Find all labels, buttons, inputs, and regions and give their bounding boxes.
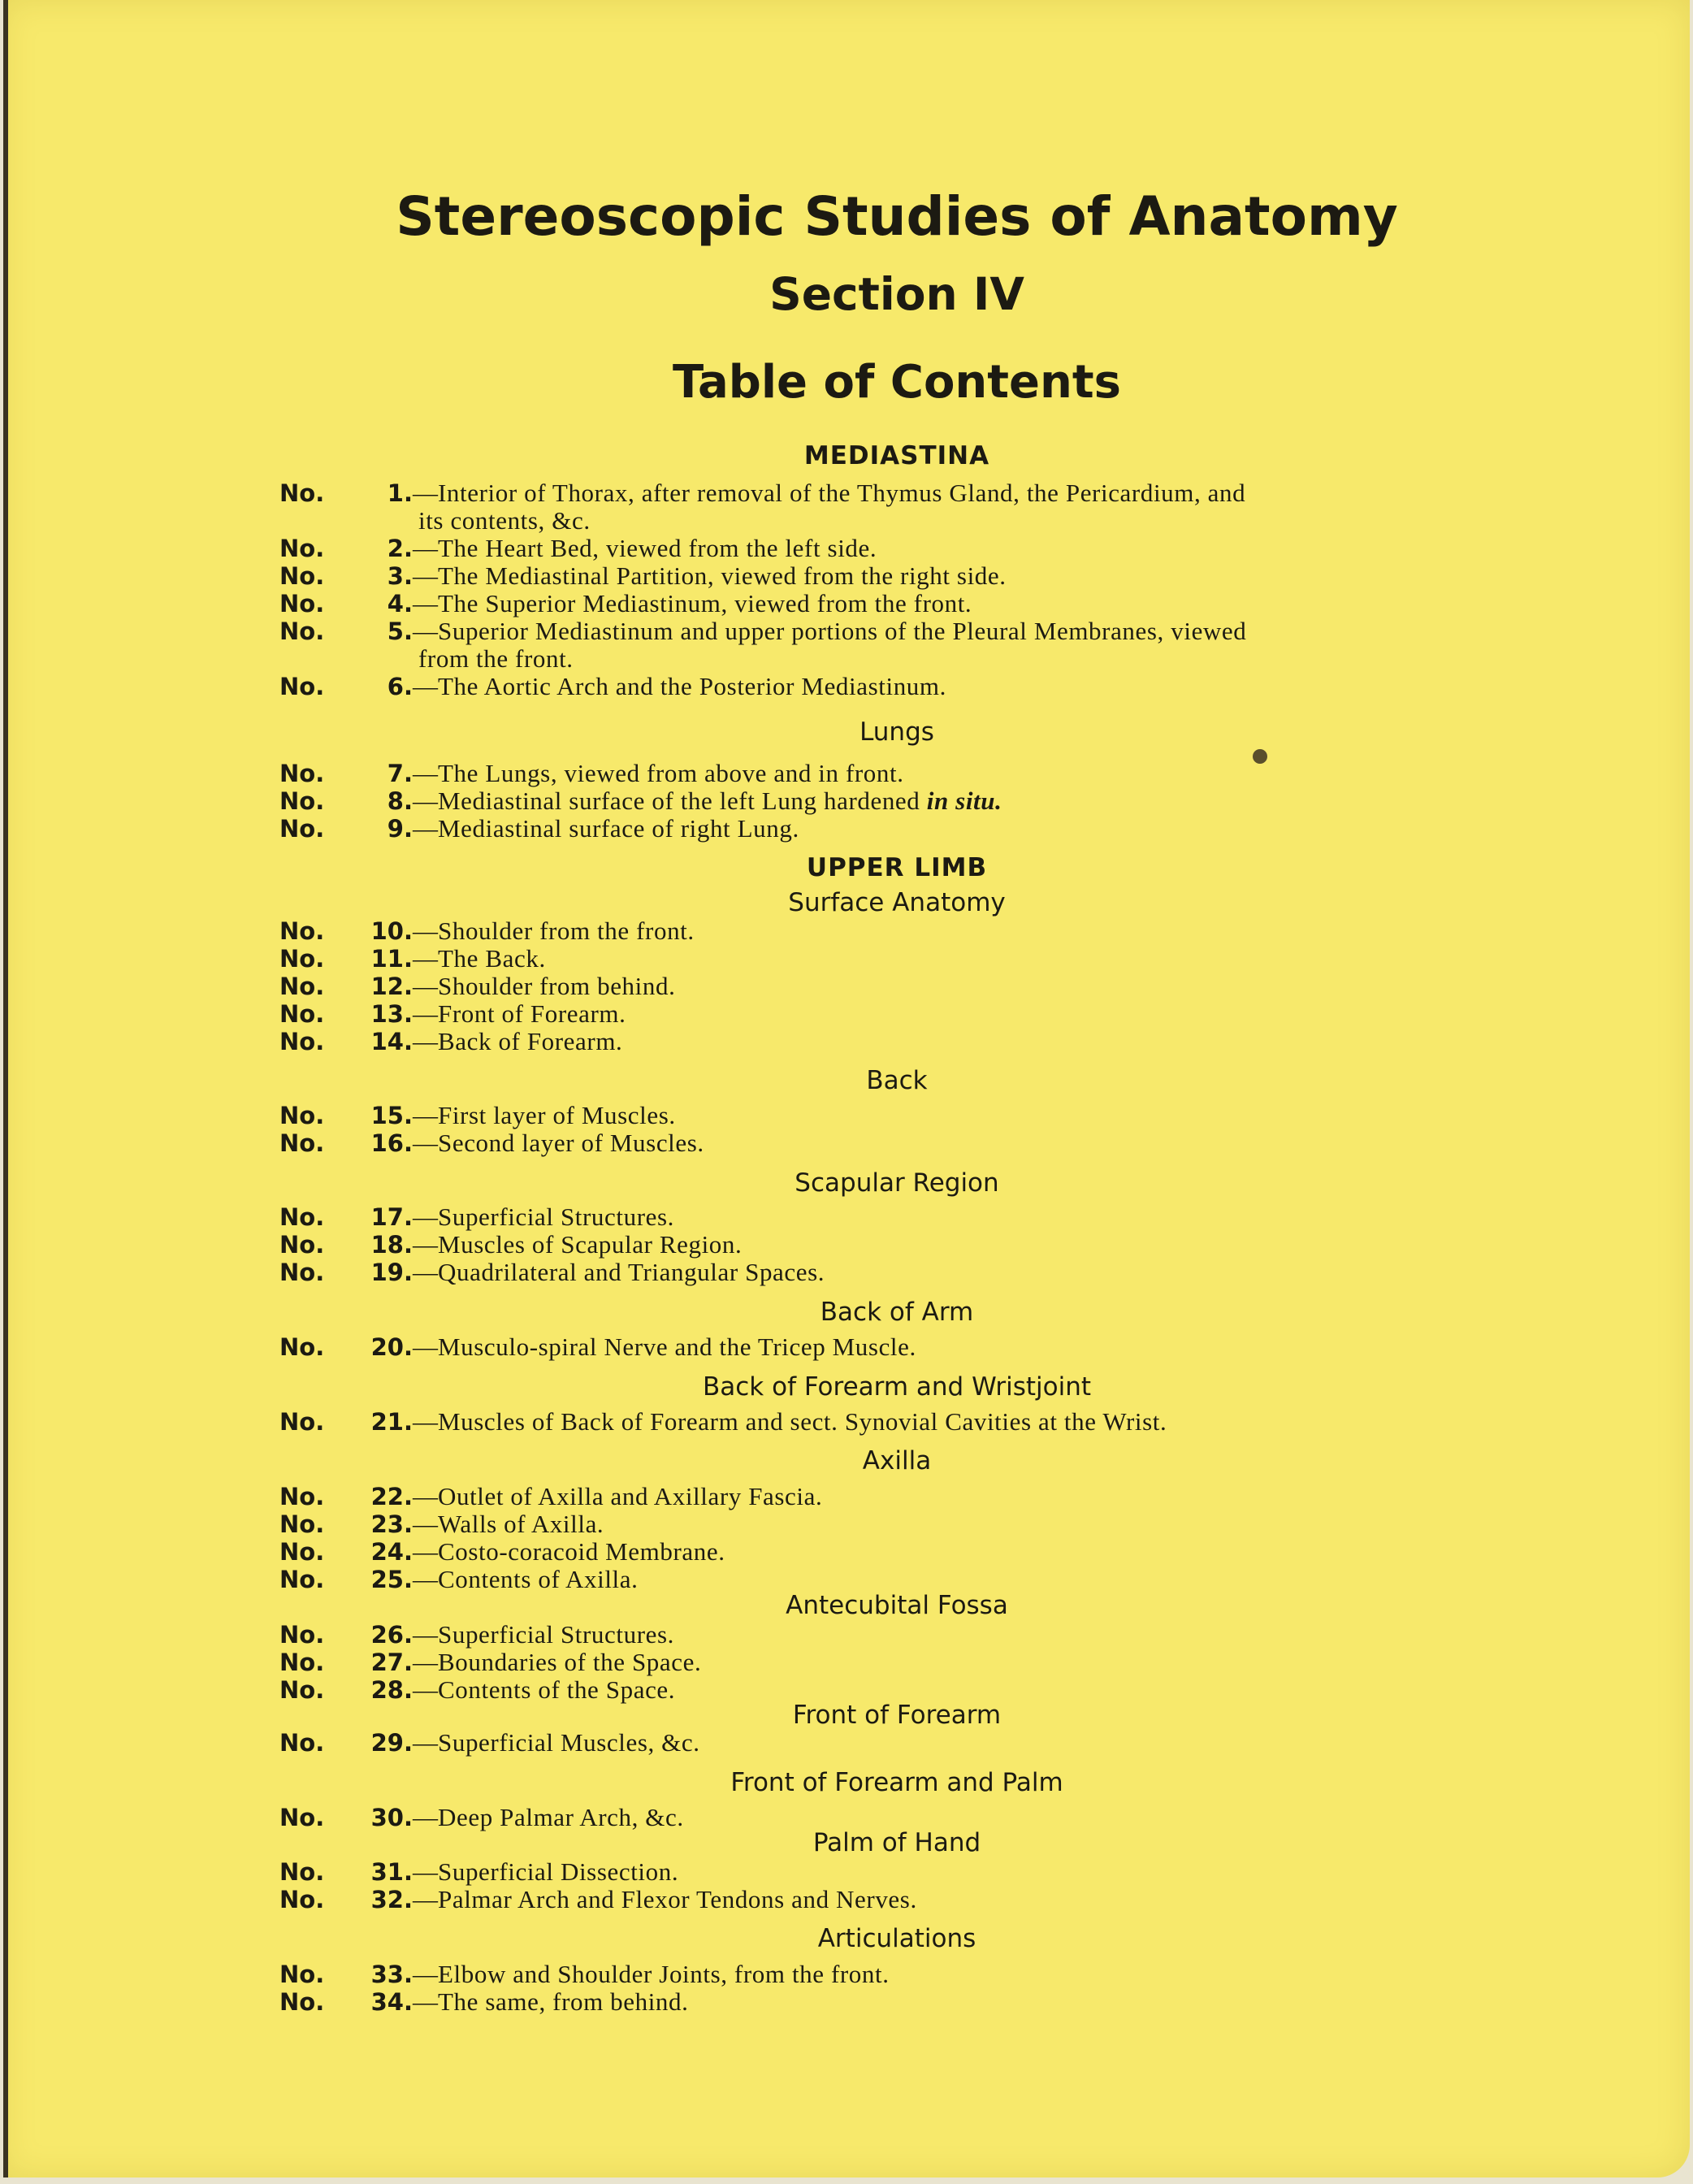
toc-entry-10: No. 10.—Shoulder from the front. bbox=[279, 916, 695, 945]
heading-back-of-forearm-wristjoint: Back of Forearm and Wristjoint bbox=[702, 1372, 1092, 1402]
heading-palm-of-hand: Palm of Hand bbox=[812, 1828, 981, 1857]
toc-entry-34: No. 34.—The same, from behind. bbox=[279, 1987, 689, 2016]
toc-entry-13: No. 13.—Front of Forearm. bbox=[279, 999, 626, 1028]
toc-entry-21: No. 21.—Muscles of Back of Forearm and sect. Synovial Cavities at the Wrist. bbox=[279, 1407, 1167, 1436]
toc-entry-17: No. 17.—Superficial Structures. bbox=[279, 1202, 674, 1231]
heading-front-of-forearm: Front of Forearm bbox=[792, 1701, 1002, 1730]
heading-articulations: Articulations bbox=[817, 1924, 976, 1953]
section-title: Section IV bbox=[769, 268, 1024, 320]
toc-entry-18: No. 18.—Muscles of Scapular Region. bbox=[279, 1230, 743, 1259]
toc-entry-11: No. 11.—The Back. bbox=[279, 944, 546, 973]
toc-entry-23: No. 23.—Walls of Axilla. bbox=[279, 1510, 604, 1538]
document-page bbox=[3, 0, 1690, 2178]
toc-entry-4: No. 4.—The Superior Mediastinum, viewed from the front. bbox=[279, 589, 972, 618]
toc-entry-19: No. 19.—Quadrilateral and Triangular Spaces. bbox=[279, 1258, 825, 1286]
heading-mediastina: MEDIASTINA bbox=[803, 441, 990, 470]
heading-antecubital-fossa: Antecubital Fossa bbox=[786, 1591, 1008, 1620]
toc-entry-25: No. 25.—Contents of Axilla. bbox=[279, 1565, 639, 1593]
toc-entry-15: No. 15.—First layer of Muscles. bbox=[279, 1101, 676, 1129]
main-title: Stereoscopic Studies of Anatomy bbox=[396, 185, 1398, 248]
toc-entry-32: No. 32.—Palmar Arch and Flexor Tendons and Nerves. bbox=[279, 1885, 917, 1913]
toc-entry-26: No. 26.—Superficial Structures. bbox=[279, 1620, 674, 1649]
toc-entry-30: No. 30.—Deep Palmar Arch, &c. bbox=[279, 1803, 684, 1831]
heading-axilla: Axilla bbox=[862, 1446, 932, 1476]
toc-entry-14: No. 14.—Back of Forearm. bbox=[279, 1027, 623, 1055]
toc-entry-2: No. 2.—The Heart Bed, viewed from the left side. bbox=[279, 534, 877, 562]
toc-entry-7: No. 7.—The Lungs, viewed from above and in front. bbox=[279, 759, 904, 787]
toc-entry-8: No. 8.—Mediastinal surface of the left Lung hardened in situ. bbox=[279, 786, 1002, 815]
toc-entry-6: No. 6.—The Aortic Arch and the Posterior Mediastinum. bbox=[279, 672, 946, 700]
toc-title: Table of Contents bbox=[672, 356, 1121, 409]
toc-entry-1: No. 1.—Interior of Thorax, after removal of the Thymus Gland, the Pericardium, and its contents, &c. bbox=[279, 479, 1246, 535]
heading-scapular-region: Scapular Region bbox=[795, 1168, 999, 1198]
heading-back-of-arm: Back of Arm bbox=[820, 1298, 974, 1327]
heading-front-of-forearm-and-palm: Front of Forearm and Palm bbox=[730, 1768, 1063, 1797]
toc-entry-22: No. 22.—Outlet of Axilla and Axillary Fascia. bbox=[279, 1482, 823, 1510]
toc-entry-3: No. 3.—The Mediastinal Partition, viewed from the right side. bbox=[279, 561, 1007, 590]
toc-entry-24: No. 24.—Costo-coracoid Membrane. bbox=[279, 1537, 725, 1566]
toc-entry-27: No. 27.—Boundaries of the Space. bbox=[279, 1648, 702, 1676]
heading-back: Back bbox=[866, 1066, 928, 1095]
toc-entry-12: No. 12.—Shoulder from behind. bbox=[279, 972, 676, 1000]
heading-lungs: Lungs bbox=[859, 717, 934, 747]
heading-surface-anatomy: Surface Anatomy bbox=[788, 888, 1006, 917]
toc-entry-9: No. 9.—Mediastinal surface of right Lung. bbox=[279, 814, 799, 843]
toc-entry-31: No. 31.—Superficial Dissection. bbox=[279, 1857, 679, 1886]
toc-entry-28: No. 28.—Contents of the Space. bbox=[279, 1675, 676, 1704]
heading-upper-limb: UPPER LIMB bbox=[806, 853, 988, 882]
toc-entry-29: No. 29.—Superficial Muscles, &c. bbox=[279, 1728, 700, 1757]
toc-entry-16: No. 16.—Second layer of Muscles. bbox=[279, 1129, 704, 1157]
toc-entry-33: No. 33.—Elbow and Shoulder Joints, from the front. bbox=[279, 1960, 890, 1988]
toc-entry-20: No. 20.—Musculo-spiral Nerve and the Tricep Muscle. bbox=[279, 1332, 916, 1361]
page-edge-shadow bbox=[3, 0, 8, 2178]
toc-entry-5: No. 5.—Superior Mediastinum and upper portions of the Pleural Membranes, viewed from the front. bbox=[279, 617, 1247, 673]
